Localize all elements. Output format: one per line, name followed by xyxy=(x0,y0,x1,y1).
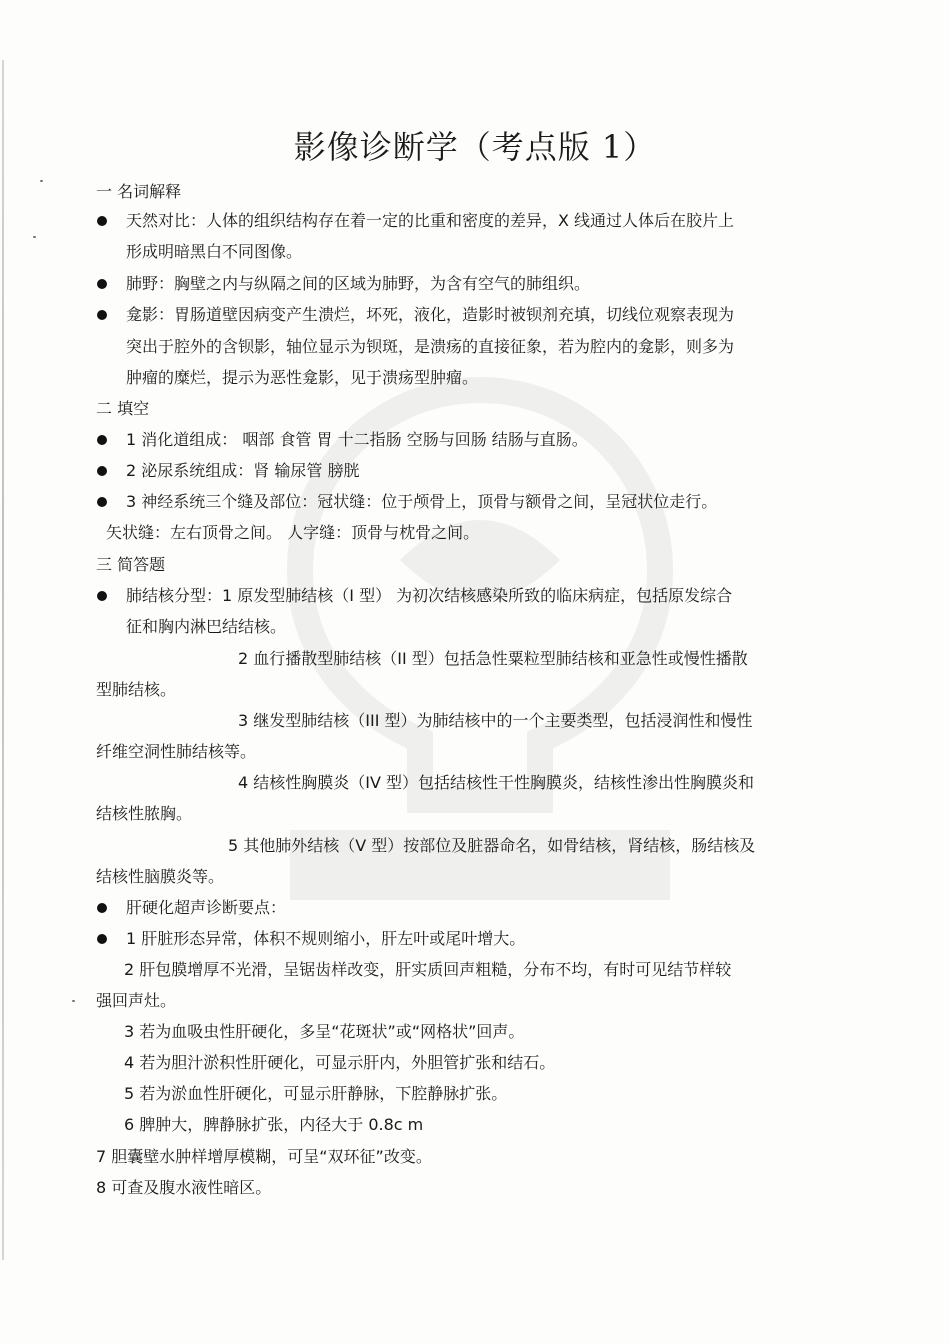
bullet-icon xyxy=(97,903,107,913)
bullet-icon xyxy=(97,934,107,944)
paragraph-line: 征和胸内淋巴结结核。 xyxy=(126,617,287,636)
scan-edge xyxy=(2,60,4,1260)
paragraph-line: 矢状缝：左右顶骨之间。 人字缝：顶骨与枕骨之间。 xyxy=(106,523,480,542)
paragraph-line: 7 胆囊壁水肿样增厚模糊，可呈“双环征”改变。 xyxy=(96,1147,432,1166)
paragraph-line: 肝硬化超声诊断要点： xyxy=(126,898,287,917)
paragraph-line: 2 血行播散型肺结核（II 型）包括急性粟粒型肺结核和亚急性或慢性播散 xyxy=(238,649,748,668)
scan-speck xyxy=(33,236,36,238)
paragraph-line: 形成明暗黑白不同图像。 xyxy=(126,242,303,261)
bullet-icon xyxy=(97,216,107,226)
paragraph-line: 天然对比：人体的组织结构存在着一定的比重和密度的差异，X 线通过人体后在胶片上 xyxy=(126,211,735,230)
paragraph-line: 1 肝脏形态异常，体积不规则缩小，肝左叶或尾叶增大。 xyxy=(126,929,526,948)
paragraph-line: 2 肝包膜增厚不光滑，呈锯齿样改变，肝实质回声粗糙，分布不均，有时可见结节样较 xyxy=(124,960,732,979)
paragraph-line: 1 消化道组成： 咽部 食管 胃 十二指肠 空肠与回肠 结肠与直肠。 xyxy=(126,430,588,449)
paragraph-line: 龛影：胃肠道壁因病变产生溃烂，坏死，液化，造影时被钡剂充填，切线位观察表现为 xyxy=(126,305,735,324)
paragraph-line: 4 结核性胸膜炎（IV 型）包括结核性干性胸膜炎，结核性渗出性胸膜炎和 xyxy=(238,773,755,792)
scan-speck xyxy=(40,180,43,182)
scan-speck xyxy=(72,1000,75,1002)
paragraph-line: 4 若为胆汁淤积性肝硬化，可显示肝内，外胆管扩张和结石。 xyxy=(124,1053,556,1072)
paragraph-line: 强回声灶。 xyxy=(96,991,177,1010)
section-heading: 一 名词解释 xyxy=(96,182,182,201)
paragraph-line: 3 神经系统三个缝及部位：冠状缝：位于颅骨上，顶骨与额骨之间，呈冠状位走行。 xyxy=(126,492,718,511)
paragraph-line: 型肺结核。 xyxy=(96,680,177,699)
bullet-icon xyxy=(97,591,107,601)
paragraph-line: 5 若为淤血性肝硬化，可显示肝静脉，下腔静脉扩张。 xyxy=(124,1084,508,1103)
section-heading: 二 填空 xyxy=(96,399,150,418)
paragraph-line: 3 若为血吸虫性肝硬化，多呈“花斑状”或“网格状”回声。 xyxy=(124,1022,525,1041)
paragraph-line: 肺结核分型：1 原发型肺结核（I 型） 为初次结核感染所致的临床病症，包括原发综合 xyxy=(126,586,733,605)
paragraph-line: 纤维空洞性肺结核等。 xyxy=(96,742,257,761)
paragraph-line: 结核性脑膜炎等。 xyxy=(96,867,225,886)
paragraph-line: 5 其他肺外结核（V 型）按部位及脏器命名，如骨结核，肾结核，肠结核及 xyxy=(228,836,756,855)
bullet-icon xyxy=(97,466,107,476)
paragraph-line: 肺野：胸壁之内与纵隔之间的区域为肺野，为含有空气的肺组织。 xyxy=(126,274,591,293)
paragraph-line: 8 可查及腹水液性暗区。 xyxy=(96,1178,272,1197)
paragraph-line: 肿瘤的糜烂，提示为恶性龛影，见于溃疡型肿瘤。 xyxy=(126,368,479,387)
bullet-icon xyxy=(97,435,107,445)
document-title: 影像诊断学（考点版 1） xyxy=(293,128,657,166)
bullet-icon xyxy=(97,310,107,320)
paragraph-line: 2 泌尿系统组成：肾 输尿管 膀胱 xyxy=(126,461,360,480)
paragraph-line: 突出于腔外的含钡影，轴位显示为钡斑，是溃疡的直接征象，若为腔内的龛影，则多为 xyxy=(126,337,735,356)
bullet-icon xyxy=(97,497,107,507)
paragraph-line: 6 脾肿大，脾静脉扩张，内径大于 0.8c m xyxy=(124,1115,424,1134)
paragraph-line: 结核性脓胸。 xyxy=(96,804,193,823)
bullet-icon xyxy=(97,279,107,289)
section-heading: 三 简答题 xyxy=(96,555,166,574)
paragraph-line: 3 继发型肺结核（III 型）为肺结核中的一个主要类型，包括浸润性和慢性 xyxy=(238,711,753,730)
